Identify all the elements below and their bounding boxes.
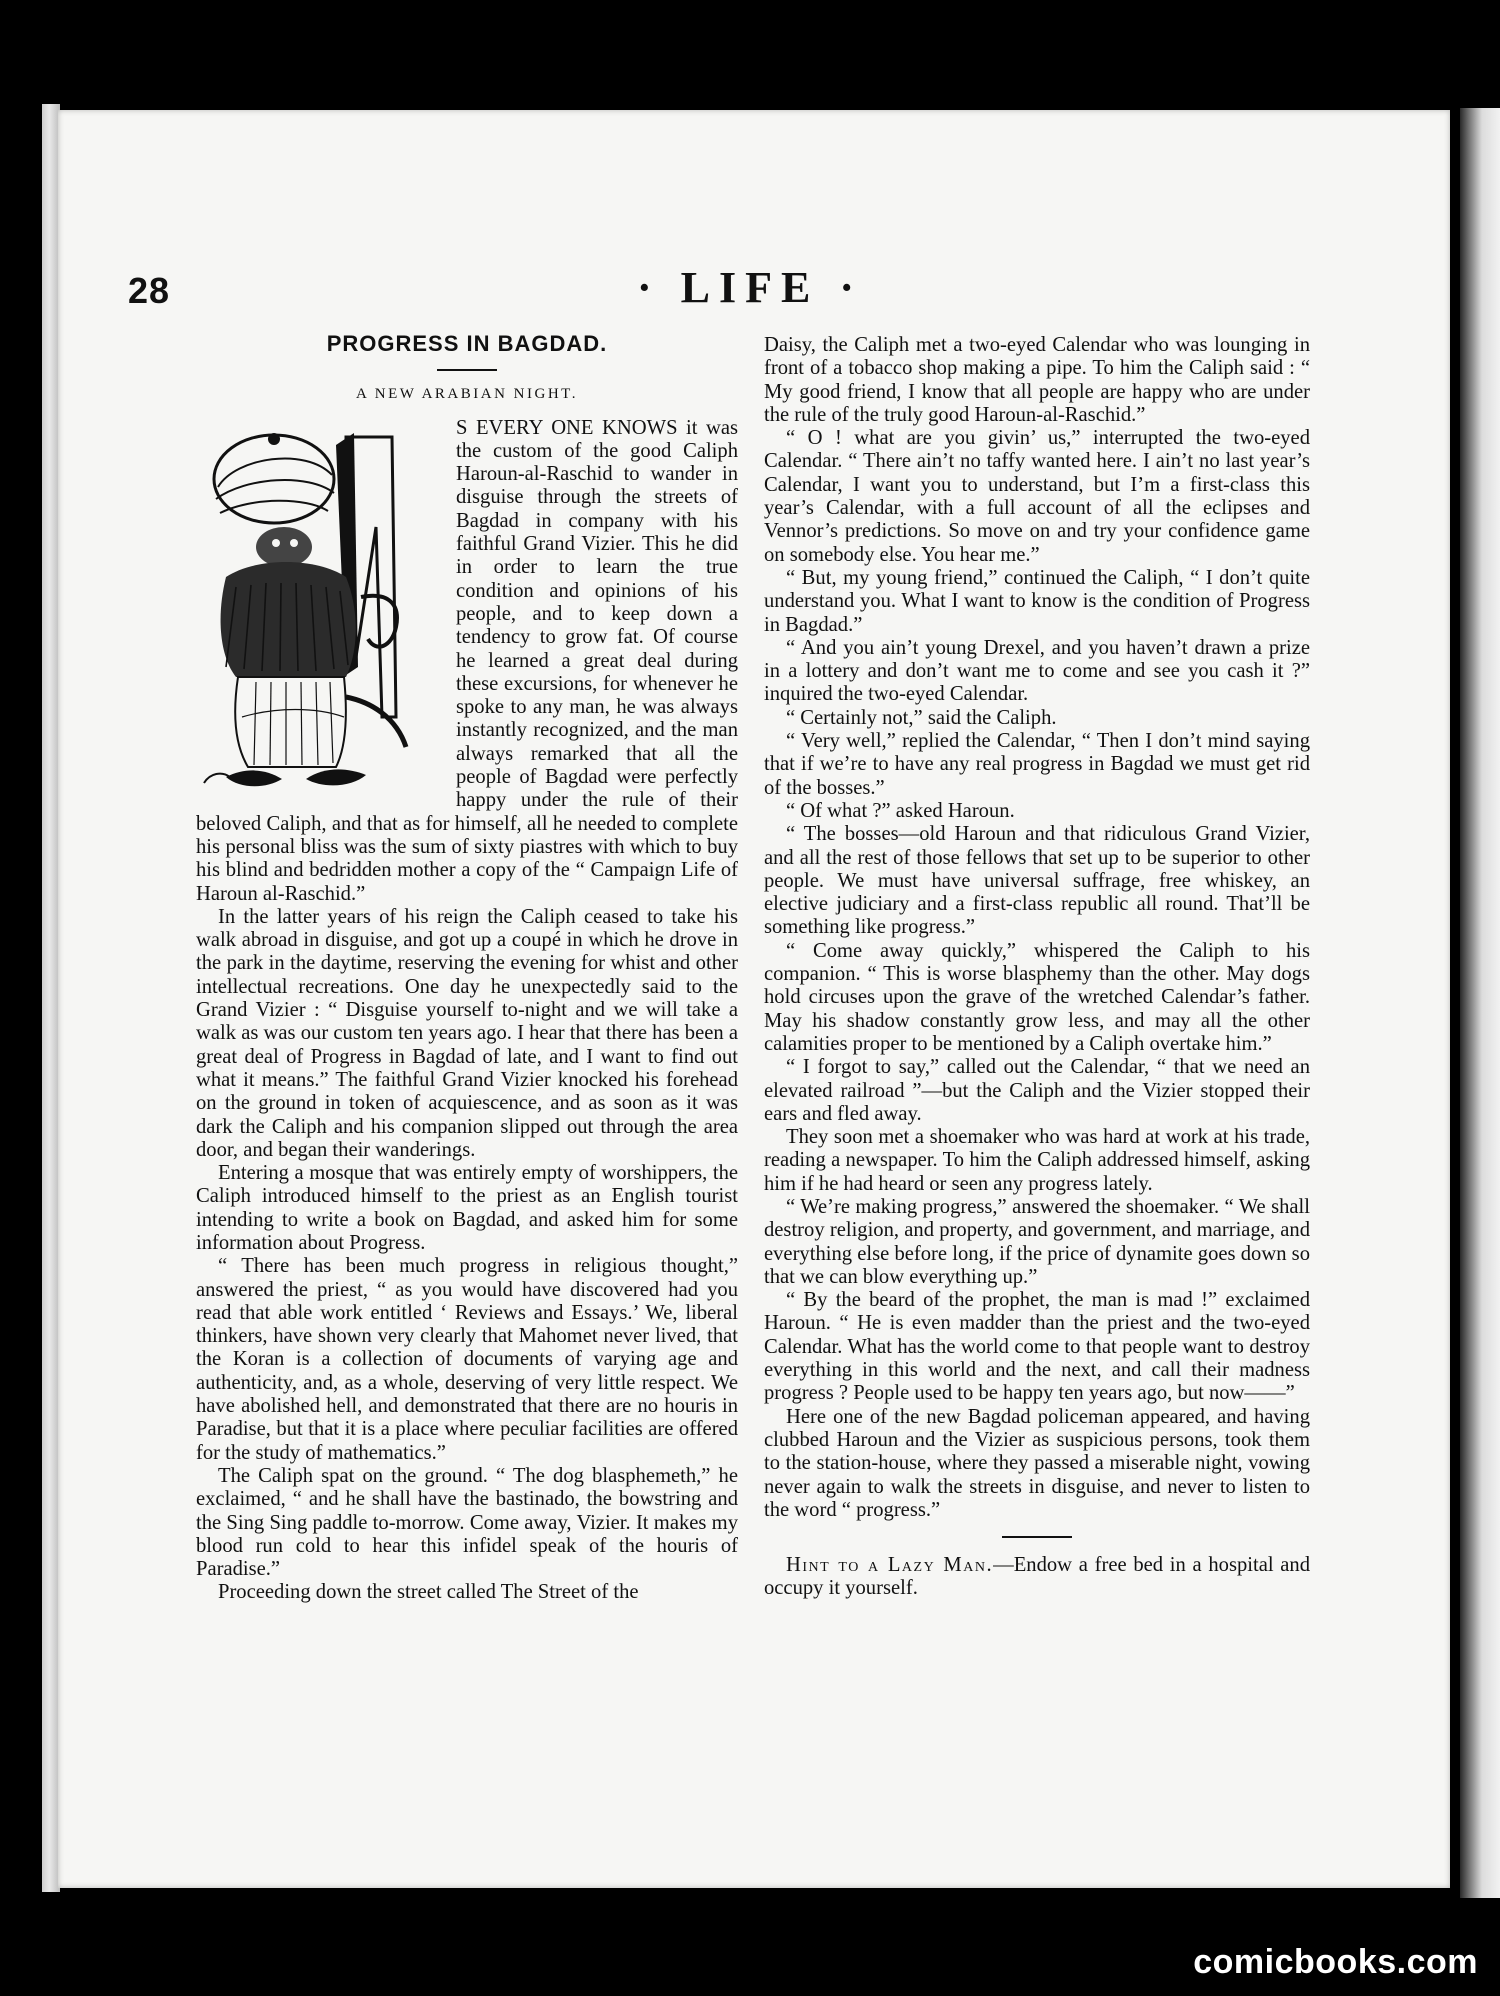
headline-rule — [437, 369, 497, 371]
article-paragraph: “ Very well,” replied the Calendar, “ Then I don’t mind saying that if we’re to have any real progress in Bagdad we must get rid of the bosses.” — [764, 730, 1310, 799]
article-opening-paragraph: S EVERY ONE KNOWS it was the custom of the good Caliph Haroun-al-Raschid to wander in disguise through the streets of Bagdad in company with his faithful Grand Vizier. This he did in order to learn the true condition and opinions of his people, and to keep down a tendency to grow fat. Of course he learned a great deal during these excursions, for whenever he spoke to any man, he was always instantly recognized, and the man always remarked that all the people of Bagdad were perfectly happy under the rule of their beloved Caliph, and that as for himself, all he needed to complete his personal bliss was the sum of sixty piastres with which to buy his blind and bedridden mother a copy of the “ Campaign Life of Haroun al-Raschid.” — [196, 416, 738, 905]
hint-text: —Endow a free bed in a hospital and occupy it yourself. — [764, 1554, 1311, 1600]
hint-label: Hint to a Lazy Man. — [786, 1554, 994, 1577]
watermark: comicbooks.com — [1193, 1943, 1478, 1981]
article-headline: PROGRESS IN BAGDAD. — [326, 331, 608, 356]
article-paragraph: “ And you ain’t young Drexel, and you haven’t drawn a prize in a lottery and don’t want me to come and see you cash it ?” inquired the two-eyed Calendar. — [764, 636, 1310, 706]
caliph-illustration — [196, 417, 446, 807]
article-paragraph: The Caliph spat on the ground. “ The dog blasphemeth,” he exclaimed, “ and he shall have the bastinado, the bowstring and the Sing Sing paddle to-morrow. Come away, Vizier. It makes my blood run cold to hear this infidel speak of the houris of Paradise.” — [196, 1464, 738, 1581]
masthead-title: · LIFE · — [636, 263, 864, 312]
article-paragraph: “ There has been much progress in religious thought,” answered the priest, “ as you would have discovered had you read that able work entitled ‘ Reviews and Essays.’ We, liberal thinkers, have shown very clearly that Mahomet never lived, that the Koran is a collection of documents of varying age and authenticity, and, as a whole, deserving of very little respect. We have abolished hell, and demonstrated that there are no houris in Paradise, but that it is a place where peculiar facilities are offered for the study of mathematics.” — [196, 1255, 738, 1464]
article-paragraph: Entering a mosque that was entirely empty of worshippers, the Caliph introduced himself to the priest as an English tourist intending to write a book on Bagdad, and asked him for some information about Progress. — [196, 1162, 738, 1254]
scan-right-edge — [1460, 108, 1500, 1898]
article-paragraph: “ Come away quickly,” whispered the Caliph to his companion. “ This is worse blasphemy than the other. May dogs hold circuses upon the grave of the wretched Calendar’s father. May his shadow constantly grow less, and may all the other calamities proper to be mentioned by a Caliph overtake him.” — [764, 939, 1310, 1055]
article-paragraph: “ By the beard of the prophet, the man is mad !” exclaimed Haroun. “ He is even madder than the priest and the two-eyed Calendar. What has the world come to that people want to destroy everything in this world and the next, and call their madness progress ? People used to be happy ten years ago, but now——” — [764, 1289, 1310, 1405]
article-paragraph: In the latter years of his reign the Caliph ceased to take his walk abroad in disguise, and got up a coupé in which he drove in the park in the daytime, reserving the evening for whist and other intellectual recreations. One day he unexpectedly said to the Grand Vizier : “ Disguise yourself to-night and we will take a walk as was our custom ten years ago. I hear that there has been a great deal of Progress in Bagdad of late, and I want to find out what it means.” The faithful Grand Vizier knocked his forehead on the ground in token of acquiescence, and as soon as it was dark the Caliph and his companion slipped out through the area door, and began their wanderings. — [196, 905, 738, 1161]
right-column — [764, 334, 1310, 1601]
left-column — [196, 332, 738, 1605]
article-paragraph: “ Of what ?” asked Haroun. — [786, 799, 1015, 822]
caliph-drawing-icon — [196, 417, 446, 807]
article-subhead: A NEW ARABIAN NIGHT. — [356, 386, 578, 403]
article-paragraph: Here one of the new Bagdad policeman appeared, and having clubbed Haroun and the Vizier as suspicious persons, took them to the station-house, where they passed a miserable night, vowing never again to walk the streets in disguise, and never to listen to the word “ progress.” — [764, 1405, 1310, 1521]
article-paragraph: Proceeding down the street called The Street of the — [218, 1581, 639, 1604]
article-paragraph: Daisy, the Caliph met a two-eyed Calendar who was lounging in front of a tobacco shop making a pipe. To him the Caliph said : “ My good friend, I know that all people are happy who are under the rule of the truly good Haroun-al-Raschid.” — [764, 334, 1310, 426]
article-paragraph: “ We’re making progress,” answered the shoemaker. “ We shall destroy religion, and property, and government, and marriage, and everything else before long, if the price of dynamite goes down so that we can blow everything up.” — [764, 1195, 1310, 1288]
article-paragraph: “ Certainly not,” said the Caliph. — [786, 706, 1057, 729]
article-paragraph: They soon met a shoemaker who was hard at work at his trade, reading a newspaper. To him the Caliph addressed himself, asking him if he had heard or seen any progress lately. — [764, 1126, 1310, 1195]
article-end-rule — [1002, 1536, 1072, 1538]
article-paragraph: “ The bosses—old Haroun and that ridiculous Grand Vizier, and all the rest of those fellows that set up to be superior to other people. We must have universal suffrage, free whiskey, an elective judiciary and a first-class republic all round. That’ll be something like progress.” — [764, 823, 1310, 939]
article-paragraph: “ O ! what are you givin’ us,” interrupted the two-eyed Calendar. “ There ain’t no taffy wanted here. I ain’t no last year’s Calendar, I want you to understand, but I’m a first-class this year’s Calendar, with a full account of all the eclipses and Vennor’s predictions. So move on and try your confidence game on somebody else. You hear me.” — [764, 427, 1310, 566]
article-paragraph: “ But, my young friend,” continued the Caliph, “ I don’t quite understand you. What I want to know is the condition of Progress in Bagdad.” — [764, 566, 1310, 636]
page-number: 28 — [128, 270, 171, 311]
article-paragraph: “ I forgot to say,” called out the Calendar, “ that we need an elevated railroad ”—but the Caliph and the Vizier stopped their ears and fled away. — [764, 1056, 1310, 1125]
hint-paragraph — [764, 1554, 1310, 1601]
